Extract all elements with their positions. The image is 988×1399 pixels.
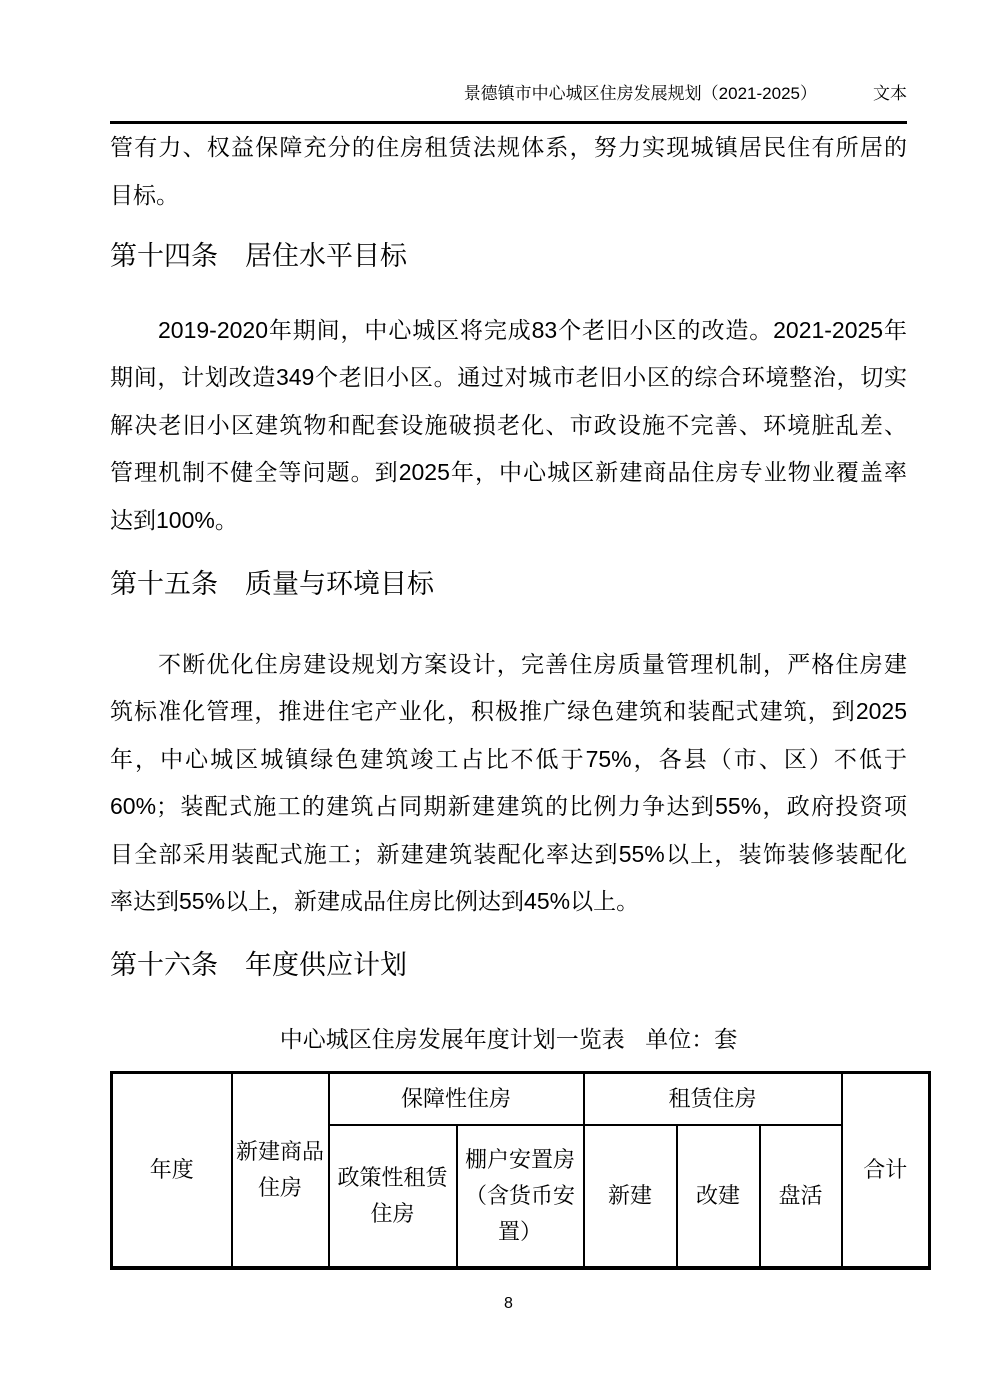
text-line: 2019-2020年期间，中心城区将完成83个老旧小区的改造。2021-2025年 (158, 316, 907, 343)
th-rental-housing-group: 租赁住房 (584, 1072, 842, 1125)
th-rental-rebuild: 改建 (677, 1125, 760, 1268)
table-caption-unit: 单位：套 (645, 1026, 738, 1052)
section-heading-15: 第十五条 质量与环境目标 (110, 569, 434, 599)
text-line: 解决老旧小区建筑物和配套设施破损老化、市政设施不完善、环境脏乱差、 (110, 411, 907, 438)
document-header (110, 84, 907, 104)
annual-supply-table (110, 1071, 931, 1271)
th-policy-rental-housing: 政策性租赁住房 (329, 1125, 457, 1268)
section-heading-14: 第十四条 居住水平目标 (110, 241, 407, 271)
page-number: 8 (504, 1295, 513, 1312)
table-caption-title: 中心城区住房发展年度计划一览表 (279, 1026, 625, 1052)
header-title: 景德镇市中心城区住房发展规划（2021-2025） (463, 84, 817, 103)
section-heading-16: 第十六条 年度供应计划 (110, 949, 407, 980)
th-year: 年度 (112, 1072, 232, 1268)
th-affordable-housing-group: 保障性住房 (329, 1072, 584, 1125)
th-new-commodity-housing: 新建商品住房 (232, 1072, 329, 1268)
text-line: 期间，计划改造349个老旧小区。通过对城市老旧小区的综合环境整治，切实 (110, 364, 907, 390)
th-shantytown-resettlement: 棚户安置房（含货币安置） (457, 1125, 584, 1268)
section-15-paragraph (110, 641, 907, 926)
text-line: 管有力、权益保障充分的住房租赁法规体系，努力实现城镇居民住有所居的 (110, 134, 907, 160)
th-rental-revitalize: 盘活 (760, 1125, 842, 1268)
th-rental-new: 新建 (584, 1125, 677, 1268)
text-line: 率达到55%以上，新建成品住房比例达到45%以上。 (110, 888, 640, 914)
text-line: 目标。 (110, 181, 179, 208)
table-caption (110, 1016, 907, 1064)
text-line: 60%；装配式施工的建筑占同期新建建筑的比例力争达到55%，政府投资项 (110, 793, 907, 819)
intro-paragraph (110, 124, 907, 219)
text-line: 不断优化住房建设规划方案设计，完善住房质量管理机制，严格住房建 (158, 650, 907, 677)
header-doc-type: 文本 (873, 84, 907, 103)
section-14-paragraph (110, 307, 907, 545)
text-line: 达到100%。 (110, 506, 238, 533)
th-total: 合计 (842, 1072, 930, 1268)
text-line: 年，中心城区城镇绿色建筑竣工占比不低于75%，各县（市、区）不低于 (110, 745, 907, 772)
text-line: 管理机制不健全等问题。到2025年，中心城区新建商品住房专业物业覆盖率 (110, 459, 907, 485)
text-line: 目全部采用装配式施工；新建建筑装配化率达到55%以上，装饰装修装配化 (110, 840, 907, 867)
text-line: 筑标准化管理，推进住宅产业化，积极推广绿色建筑和装配式建筑，到2025 (110, 698, 907, 724)
